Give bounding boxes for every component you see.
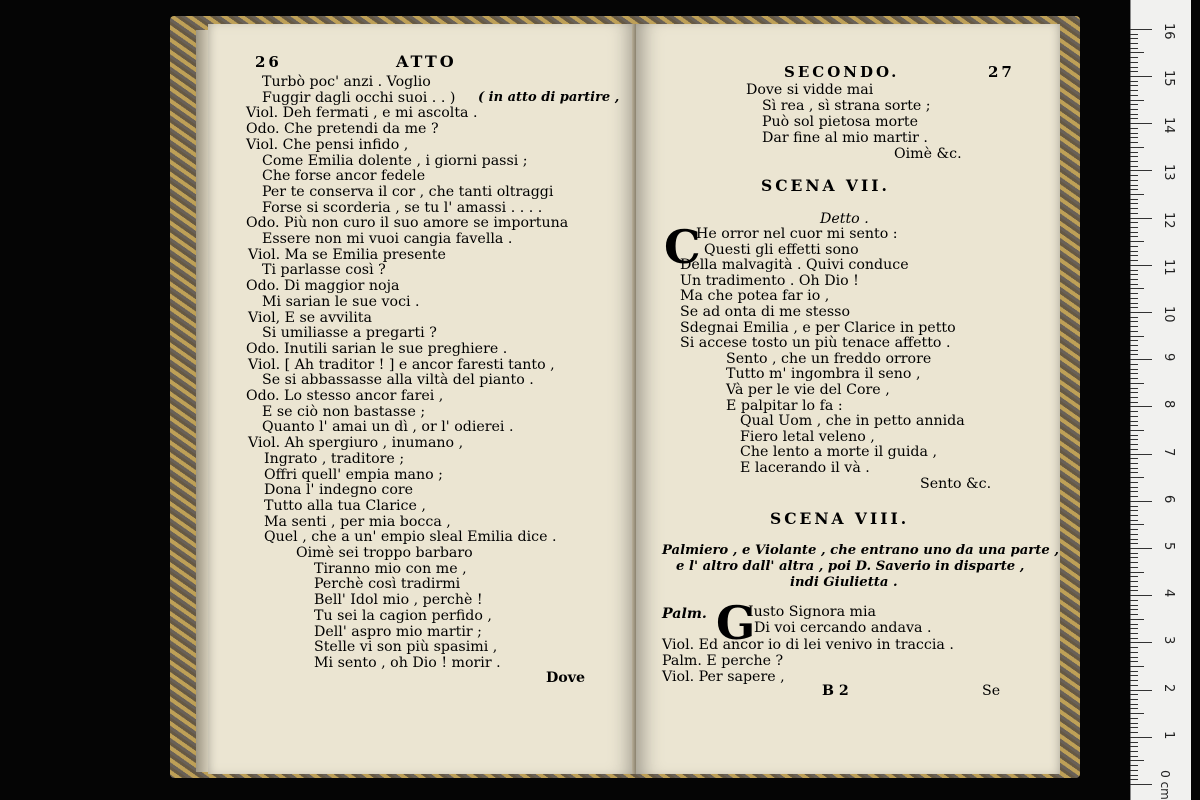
ruler-tick <box>1130 600 1138 601</box>
ruler-tick <box>1130 675 1138 676</box>
ruler-tick <box>1130 312 1152 313</box>
ruler-tick <box>1130 482 1138 483</box>
ruler-tick <box>1130 213 1138 214</box>
verse-line: Tutto m' ingombra il seno , <box>726 366 921 383</box>
ruler-tick <box>1130 624 1138 625</box>
ruler-tick <box>1130 435 1138 436</box>
verse-line: Se si abbassasse alla viltà del pianto . <box>262 372 534 389</box>
verse-line: Viol. Ah spergiuro , inumano , <box>248 435 464 452</box>
verse-line: Ingrato , traditore ; <box>264 450 405 467</box>
ruler-tick <box>1130 208 1138 209</box>
ruler-tick <box>1130 595 1152 596</box>
verse-line: Oimè &c. <box>894 146 962 162</box>
ruler-tick <box>1130 680 1138 681</box>
ruler-tick <box>1130 411 1138 412</box>
drop-cap-g: G <box>716 596 756 650</box>
ruler-tick <box>1130 501 1152 502</box>
ruler-tick <box>1130 562 1138 563</box>
ruler-tick <box>1130 279 1138 280</box>
ruler-tick <box>1130 619 1144 620</box>
verse-line: Bell' Idol mio , perchè ! <box>314 592 483 609</box>
ruler-tick <box>1130 784 1152 785</box>
verse-line: Della malvagità . Quivi conduce <box>680 257 909 274</box>
ruler-tick <box>1130 331 1138 332</box>
ruler-tick <box>1130 326 1138 327</box>
ruler-tick <box>1130 48 1138 49</box>
ruler-tick <box>1130 534 1138 535</box>
verse-line: Fuggir dagli occhi suoi . . ) <box>262 89 456 106</box>
ruler-tick <box>1130 166 1138 167</box>
verse-line: Odo. Di maggior noja <box>246 278 400 295</box>
ruler-tick <box>1130 109 1138 110</box>
verse-line: Forse si scorderia , se tu l' amassi . . . . <box>262 199 543 216</box>
verse-line: Odo. Inutili sarian le sue preghiere . <box>246 340 508 357</box>
ruler-tick <box>1130 614 1138 615</box>
ruler-tick <box>1130 699 1138 700</box>
ruler-tick <box>1130 170 1152 171</box>
ruler-tick <box>1130 350 1138 351</box>
verse-line: Quanto l' amai un dì , or l' odierei . <box>262 419 514 436</box>
ruler-tick <box>1130 288 1144 289</box>
ruler-tick <box>1130 38 1138 39</box>
ruler-tick <box>1130 742 1138 743</box>
ruler-tick <box>1130 685 1138 686</box>
ruler-number: 13 <box>1161 164 1176 181</box>
ruler-tick <box>1130 454 1152 455</box>
ruler-tick <box>1130 397 1138 398</box>
verse-line: Tiranno mio con me , <box>314 560 467 577</box>
verse-line: Tutto alla tua Clarice , <box>264 497 426 514</box>
ruler-tick <box>1130 666 1144 667</box>
ruler-number: 4 <box>1161 589 1176 598</box>
ruler-tick <box>1130 142 1138 143</box>
ruler-tick <box>1130 260 1138 261</box>
scene-7-title: SCENA VII. <box>761 176 890 195</box>
verse-line: Dove si vidde mai <box>746 82 874 98</box>
ruler-tick <box>1130 345 1138 346</box>
ruler-tick <box>1130 57 1138 58</box>
ruler-tick <box>1130 90 1138 91</box>
verse-line: Viol. [ Ah traditor ! ] e ancor faresti tanto , <box>248 356 555 373</box>
verse-line: Và per le vie del Core , <box>726 382 890 398</box>
verse-line: Può sol pietosa morte <box>762 114 918 130</box>
ruler-tick <box>1130 463 1138 464</box>
ruler-tick <box>1130 775 1138 776</box>
verse-line: Sì rea , sì strana sorte ; <box>762 98 931 114</box>
verse-line: He orror nel cuor mi sento : <box>696 226 898 242</box>
ruler-tick <box>1130 406 1152 407</box>
ruler-tick <box>1130 708 1138 709</box>
ruler-tick <box>1130 765 1138 766</box>
cast-line: e l' altro dall' altra , poi D. Saverio in disparte , <box>676 559 1025 574</box>
ruler-tick <box>1130 633 1138 634</box>
ruler-tick <box>1130 506 1138 507</box>
ruler-tick <box>1130 746 1138 747</box>
ruler-tick <box>1130 751 1138 752</box>
ruler-tick <box>1130 236 1138 237</box>
ruler-tick <box>1130 458 1138 459</box>
ruler-tick <box>1130 67 1138 68</box>
ruler-tick <box>1130 218 1152 219</box>
verse-line: Si umiliasse a pregarti ? <box>262 325 437 342</box>
verse-line: Dell' aspro mio martir ; <box>314 623 482 640</box>
ruler-tick <box>1130 543 1138 544</box>
ruler-tick <box>1130 567 1138 568</box>
ruler-tick <box>1130 425 1138 426</box>
ruler-tick <box>1130 52 1144 53</box>
ruler-number: 1 <box>1161 730 1176 740</box>
drop-cap-c: C <box>664 220 701 274</box>
ruler-tick <box>1130 553 1138 554</box>
verse-line: Viol. Ma se Emilia presente <box>248 246 446 263</box>
verse-line: Sdegnai Emilia , e per Clarice in petto <box>680 319 956 336</box>
verse-line: Si accese tosto un più tenace affetto . <box>680 335 951 352</box>
ruler-number: 12 <box>1161 211 1176 229</box>
verse-line: Che forse ancor fedele <box>262 168 426 185</box>
ruler-tick <box>1130 694 1138 695</box>
ruler-tick <box>1130 128 1138 129</box>
ruler-tick <box>1130 152 1138 153</box>
verse-line: Iusto Signora mia <box>748 604 876 620</box>
verse-line: Mi sento , oh Dio ! morir . <box>314 654 501 671</box>
ruler-tick <box>1130 241 1144 242</box>
verse-line: Ma senti , per mia bocca , <box>264 513 451 530</box>
scene-7-cast: Detto . <box>820 211 869 227</box>
verse-line: Quel , che a un' empio sleal Emilia dice . <box>264 529 557 546</box>
ruler-tick <box>1130 185 1138 186</box>
verse-line: Tu sei la cagion perfido , <box>314 607 492 624</box>
ruler-tick <box>1130 76 1152 77</box>
ruler-tick <box>1130 713 1144 714</box>
cast-line: indi Giulietta . <box>790 575 898 590</box>
ruler-tick <box>1130 468 1138 469</box>
ruler-tick <box>1130 203 1138 204</box>
ruler-tick <box>1130 510 1138 511</box>
ruler-tick <box>1130 590 1138 591</box>
stage-direction: ( in atto di partire , <box>478 90 620 105</box>
verse-line: Mi sarian le sue voci . <box>262 293 420 310</box>
ruler-tick <box>1130 369 1138 370</box>
ruler-tick <box>1130 359 1152 360</box>
ruler-tick <box>1130 274 1138 275</box>
ruler-tick <box>1130 548 1152 549</box>
verse-line: Viol. Deh fermati , e mi ascolta . <box>246 105 478 122</box>
ruler-tick <box>1130 270 1138 271</box>
ruler-tick <box>1130 539 1138 540</box>
ruler-number: 14 <box>1161 117 1176 134</box>
ruler-tick <box>1130 298 1138 299</box>
catchword-left: Dove <box>546 670 586 686</box>
verse-line: Perchè così tradirmi <box>314 576 461 593</box>
verse-line: Essere non mi vuoi cangia favella . <box>262 231 513 247</box>
ruler-tick <box>1130 194 1144 195</box>
verse-line: Turbò poc' anzi . Voglio <box>262 74 431 90</box>
ruler-tick <box>1130 81 1138 82</box>
ruler-tick <box>1130 118 1138 119</box>
ruler-tick <box>1130 104 1138 105</box>
page-number-left: 26 <box>255 53 282 71</box>
verse-line: Oimè sei troppo barbaro <box>296 545 473 561</box>
ruler-tick <box>1130 321 1138 322</box>
ruler-tick <box>1130 251 1138 252</box>
verse-line: Di voi cercando andava . <box>754 620 932 636</box>
ruler-tick <box>1130 671 1138 672</box>
ruler-number: 3 <box>1161 636 1176 645</box>
ruler-number: 9 <box>1161 353 1176 362</box>
ruler-tick <box>1130 175 1138 176</box>
verse-line: Odo. Più non curo il suo amore se importuna <box>246 215 569 232</box>
ruler-tick <box>1130 723 1138 724</box>
verse-line: Stelle vi son più spasimi , <box>314 639 498 656</box>
ruler-tick <box>1130 156 1138 157</box>
ruler-tick <box>1130 123 1152 124</box>
ruler-tick <box>1130 232 1138 233</box>
verse-line: Se ad onta di me stesso <box>680 304 850 320</box>
ruler-tick <box>1130 605 1138 606</box>
ruler-tick <box>1130 161 1138 162</box>
verse-line: Viol, E se avvilita <box>248 309 372 326</box>
verse-line: Dar fine al mio martir . <box>762 130 928 146</box>
ruler-tick <box>1130 557 1138 558</box>
verse-line: Palm. E perche ? <box>662 653 784 669</box>
ruler-tick <box>1130 732 1138 733</box>
ruler-tick <box>1130 416 1138 417</box>
ruler-tick <box>1130 642 1152 643</box>
ruler-tick <box>1130 756 1138 757</box>
ruler-tick <box>1130 354 1138 355</box>
ruler-tick <box>1130 581 1138 582</box>
ruler-tick <box>1130 491 1138 492</box>
verse-line: Come Emilia dolente , i giorni passi ; <box>262 152 528 169</box>
verse-line: Viol. Ed ancor io di lei venivo in traccia . <box>662 637 954 653</box>
ruler-tick <box>1130 284 1138 285</box>
verse-line: Ma che potea far io , <box>680 288 830 305</box>
ruler-tick <box>1130 444 1138 445</box>
ruler-tick <box>1130 496 1138 497</box>
ruler-number: 15 <box>1161 70 1176 87</box>
verse-line: Sento , che un freddo orrore <box>726 350 932 367</box>
scene-8-title: SCENA VIII. <box>770 509 910 528</box>
ruler-tick <box>1130 770 1138 771</box>
ruler-tick <box>1130 255 1138 256</box>
ruler-tick <box>1130 760 1144 761</box>
verse-line: Ti parlasse così ? <box>262 262 386 279</box>
ruler-tick <box>1130 383 1144 384</box>
ruler-tick <box>1130 303 1138 304</box>
ruler-tick <box>1130 647 1138 648</box>
signature-mark: B 2 <box>822 683 849 699</box>
ruler-tick <box>1130 430 1144 431</box>
ruler-number: 11 <box>1161 258 1176 276</box>
running-head-left: ATTO <box>396 52 457 71</box>
verse-line: E se ciò non bastasse ; <box>262 403 426 420</box>
ruler-tick <box>1130 227 1138 228</box>
ruler-tick <box>1130 652 1138 653</box>
catchword-right: Se <box>982 683 1001 699</box>
ruler-tick <box>1130 690 1152 691</box>
ruler-tick <box>1130 487 1138 488</box>
ruler-tick <box>1130 638 1138 639</box>
running-head-right: SECONDO. <box>784 63 900 81</box>
ruler-tick <box>1130 133 1138 134</box>
ruler-unit: 0 cm <box>1157 770 1172 800</box>
ruler-tick <box>1130 43 1138 44</box>
ruler-tick <box>1130 402 1138 403</box>
ruler-tick <box>1130 34 1138 35</box>
ruler-tick <box>1130 737 1152 738</box>
ruler-tick <box>1130 180 1138 181</box>
verse-line: Che lento a morte il guida , <box>740 444 937 461</box>
ruler-tick <box>1130 340 1138 341</box>
ruler-tick <box>1130 421 1138 422</box>
ruler-tick <box>1130 265 1152 266</box>
ruler-tick <box>1130 189 1138 190</box>
ruler-tick <box>1130 572 1144 573</box>
ruler-tick <box>1130 779 1138 780</box>
ruler-tick <box>1130 29 1152 30</box>
cast-line: Palmiero , e Violante , che entrano uno da una parte , <box>662 543 1059 558</box>
ruler-tick <box>1130 392 1138 393</box>
ruler-tick <box>1130 472 1138 473</box>
ruler-tick <box>1130 520 1138 521</box>
ruler-number: 10 <box>1161 306 1176 323</box>
ruler-tick <box>1130 100 1144 101</box>
verse-line: Un tradimento . Oh Dio ! <box>680 272 859 289</box>
ruler-number: 5 <box>1161 542 1176 551</box>
verse-line: Per te conserva il cor , che tanti oltraggi <box>262 183 554 200</box>
ruler-tick <box>1130 529 1138 530</box>
ruler-tick <box>1130 449 1138 450</box>
ruler-tick <box>1130 85 1138 86</box>
verse-line: Offri quell' empia mano ; <box>264 466 443 483</box>
ruler-tick <box>1130 586 1138 587</box>
verse-line: Questi gli effetti sono <box>704 241 859 258</box>
ruler-tick <box>1130 317 1138 318</box>
ruler-tick <box>1130 373 1138 374</box>
ruler-tick <box>1130 293 1138 294</box>
ruler-tick <box>1130 246 1138 247</box>
ruler-tick <box>1130 378 1138 379</box>
verse-line: Viol. Che pensi infido , <box>246 136 409 153</box>
ruler-tick <box>1130 199 1138 200</box>
ruler-tick <box>1130 137 1138 138</box>
verse-line: Fiero letal veleno , <box>740 428 875 445</box>
verse-line: Dona l' indegno core <box>264 482 414 499</box>
ruler-tick <box>1130 147 1144 148</box>
ruler-tick <box>1130 609 1138 610</box>
ruler-number: 8 <box>1161 400 1176 409</box>
verse-line: Qual Uom , che in petto annida <box>740 413 965 430</box>
verse-line: Odo. Che pretendi da me ? <box>246 121 439 138</box>
verse-line: Palm. <box>662 606 707 622</box>
ruler-tick <box>1130 628 1138 629</box>
verse-line: Sento &c. <box>920 475 992 492</box>
ruler-number: 16 <box>1161 22 1176 40</box>
ruler-tick <box>1130 364 1138 365</box>
verse-line: E lacerando il và . <box>740 460 870 476</box>
ruler-number: 7 <box>1161 447 1176 456</box>
ruler-tick <box>1130 727 1138 728</box>
ruler-tick <box>1130 477 1144 478</box>
ruler-tick <box>1130 661 1138 662</box>
ruler-tick <box>1130 222 1138 223</box>
verse-line: Viol. Per sapere , <box>662 669 785 685</box>
ruler-tick <box>1130 657 1138 658</box>
ruler-tick <box>1130 718 1138 719</box>
ruler-number: 2 <box>1161 683 1176 692</box>
page-number-right: 27 <box>988 63 1015 81</box>
verse-line: Odo. Lo stesso ancor farei , <box>246 388 444 404</box>
ruler-tick <box>1130 439 1138 440</box>
ruler-tick <box>1130 704 1138 705</box>
ruler-tick <box>1130 388 1138 389</box>
ruler-tick <box>1130 71 1138 72</box>
ruler-tick <box>1130 515 1138 516</box>
ruler-tick <box>1130 524 1144 525</box>
ruler-number: 6 <box>1161 494 1176 504</box>
ruler-tick <box>1130 95 1138 96</box>
ruler-tick <box>1130 307 1138 308</box>
verse-line: E palpitar lo fa : <box>726 397 843 414</box>
ruler-tick <box>1130 576 1138 577</box>
ruler-tick <box>1130 336 1144 337</box>
ruler-tick <box>1130 62 1138 63</box>
ruler-tick <box>1130 114 1138 115</box>
